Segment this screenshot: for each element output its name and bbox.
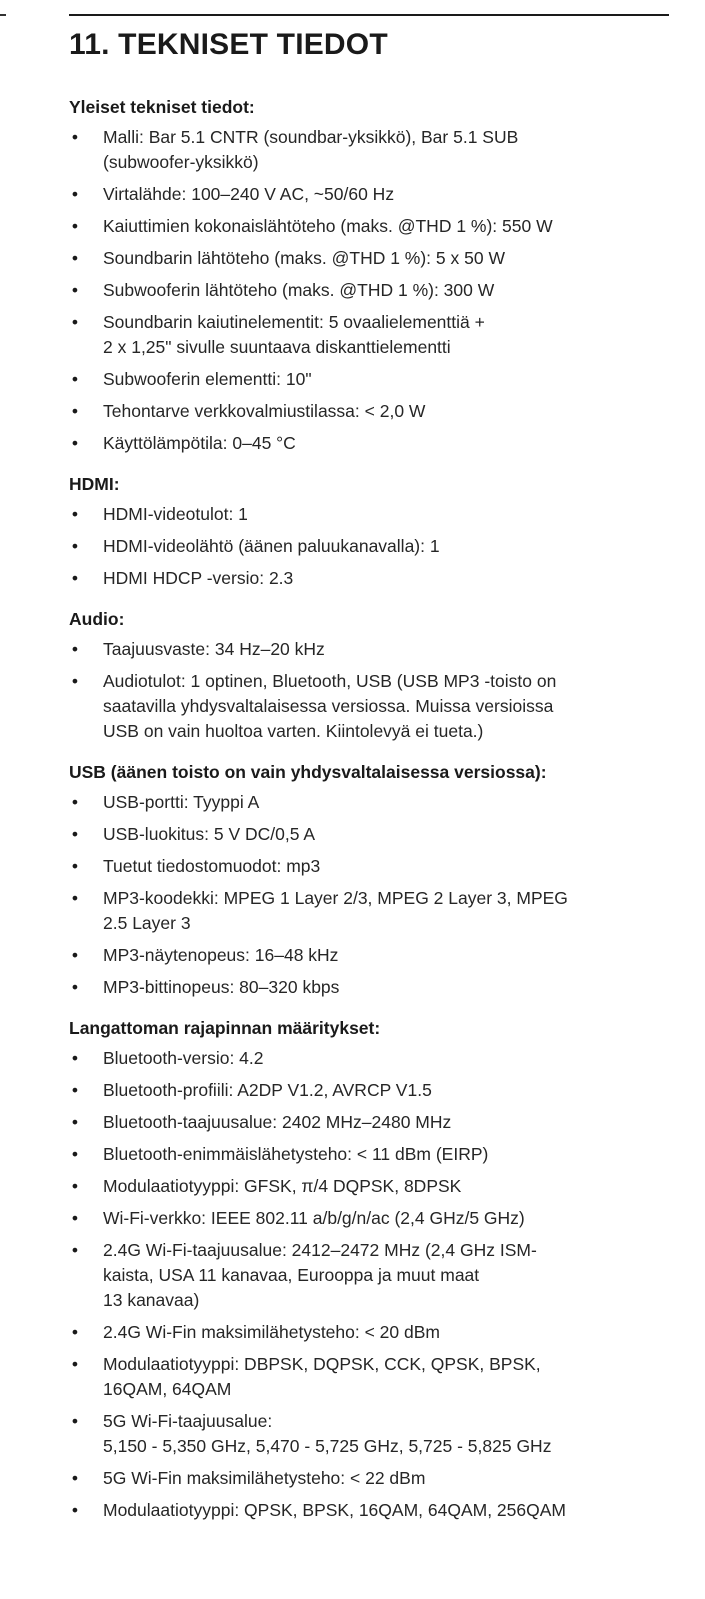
bullet-icon: • <box>71 792 79 812</box>
bullet-icon: • <box>71 536 79 556</box>
spec-item-text: Bluetooth-enimmäislähetysteho: < 11 dBm (EIRP) <box>103 1144 489 1164</box>
spec-item-text: Tuetut tiedostomuodot: mp3 <box>103 856 321 876</box>
bullet-icon: • <box>71 369 79 389</box>
section-heading: HDMI: <box>69 474 120 494</box>
bullet-icon: • <box>71 401 79 421</box>
spec-list-item <box>69 125 669 175</box>
spec-list-item <box>69 367 669 392</box>
spec-list-item <box>69 278 669 303</box>
spec-item-text: USB on vain huoltoa varten. Kiintolevyä ei tueta.) <box>103 721 484 741</box>
spec-list-item <box>69 1046 669 1071</box>
spec-section <box>69 760 669 1000</box>
spec-item-text: MP3-bittinopeus: 80–320 kbps <box>103 977 340 997</box>
bullet-icon: • <box>71 568 79 588</box>
bullet-icon: • <box>71 504 79 524</box>
bullet-icon: • <box>71 1354 79 1374</box>
spec-item-text: Modulaatiotyyppi: GFSK, π/4 DQPSK, 8DPSK <box>103 1176 462 1196</box>
spec-item-text: 2.4G Wi-Fi-taajuusalue: 2412–2472 MHz (2,4 GHz ISM- <box>103 1240 537 1260</box>
bullet-icon: • <box>71 1112 79 1132</box>
spec-list-item <box>69 1110 669 1135</box>
spec-list-item <box>69 534 669 559</box>
spec-list-item <box>69 637 669 662</box>
spec-list-item <box>69 822 669 847</box>
spec-item-text: Wi-Fi-verkko: IEEE 802.11 a/b/g/n/ac (2,4 GHz/5 GHz) <box>103 1208 525 1228</box>
bullet-icon: • <box>71 1080 79 1100</box>
spec-list-item <box>69 566 669 591</box>
bullet-icon: • <box>71 945 79 965</box>
spec-list-item <box>69 1174 669 1199</box>
spec-list-item <box>69 886 669 936</box>
bullet-icon: • <box>71 1144 79 1164</box>
spec-section <box>69 1016 669 1523</box>
bullet-icon: • <box>71 824 79 844</box>
spec-item-text: Bluetooth-profiili: A2DP V1.2, AVRCP V1.5 <box>103 1080 432 1100</box>
bullet-icon: • <box>71 1176 79 1196</box>
bullet-icon: • <box>71 127 79 147</box>
spec-item-text: Bluetooth-taajuusalue: 2402 MHz–2480 MHz <box>103 1112 452 1132</box>
page-title: 11. TEKNISET TIEDOT <box>69 28 388 61</box>
spec-item-text: Soundbarin kaiutinelementit: 5 ovaalielementtiä + <box>103 312 485 332</box>
bullet-icon: • <box>71 888 79 908</box>
spec-list <box>69 502 669 591</box>
spec-item-text: kaista, USA 11 kanavaa, Eurooppa ja muut maat <box>103 1265 480 1285</box>
spec-item-text: 13 kanavaa) <box>103 1290 200 1310</box>
spec-list-item <box>69 1466 669 1491</box>
spec-item-text: Virtalähde: 100–240 V AC, ~50/60 Hz <box>103 184 395 204</box>
spec-item-text: 5G Wi-Fin maksimilähetysteho: < 22 dBm <box>103 1468 426 1488</box>
spec-list-item <box>69 1238 669 1313</box>
bullet-icon: • <box>71 639 79 659</box>
spec-item-text: HDMI-videolähtö (äänen paluukanavalla): 1 <box>103 536 440 556</box>
spec-list-item <box>69 431 669 456</box>
bullet-icon: • <box>71 312 79 332</box>
spec-list-item <box>69 399 669 424</box>
spec-item-text: Bluetooth-versio: 4.2 <box>103 1048 264 1068</box>
spec-item-text: 2 x 1,25" sivulle suuntaava diskanttielementti <box>103 337 451 357</box>
spec-list-item <box>69 1320 669 1345</box>
bullet-icon: • <box>71 977 79 997</box>
spec-list-item <box>69 1352 669 1402</box>
spec-section <box>69 472 669 591</box>
spec-list-item <box>69 214 669 239</box>
spec-list-item <box>69 502 669 527</box>
spec-item-text: Malli: Bar 5.1 CNTR (soundbar-yksikkö), Bar 5.1 SUB <box>103 127 519 147</box>
section-heading: Langattoman rajapinnan määritykset: <box>69 1018 381 1038</box>
bullet-icon: • <box>71 433 79 453</box>
spec-list-item <box>69 943 669 968</box>
spec-list-item <box>69 310 669 360</box>
spec-item-text: Soundbarin lähtöteho (maks. @THD 1 %): 5 x 50 W <box>103 248 505 268</box>
bullet-icon: • <box>71 184 79 204</box>
spec-item-text: Modulaatiotyyppi: QPSK, BPSK, 16QAM, 64QAM, 256QAM <box>103 1500 566 1520</box>
bullet-icon: • <box>71 216 79 236</box>
page-edge-mark <box>0 14 6 16</box>
spec-item-text: USB-luokitus: 5 V DC/0,5 A <box>103 824 316 844</box>
bullet-icon: • <box>71 1240 79 1260</box>
spec-item-text: Tehontarve verkkovalmiustilassa: < 2,0 W <box>103 401 426 421</box>
bullet-icon: • <box>71 1411 79 1431</box>
spec-item-text: HDMI-videotulot: 1 <box>103 504 248 524</box>
bullet-icon: • <box>71 1048 79 1068</box>
spec-item-text: Subwooferin elementti: 10" <box>103 369 312 389</box>
spec-section <box>69 95 669 456</box>
bullet-icon: • <box>71 248 79 268</box>
spec-list-item <box>69 975 669 1000</box>
spec-content <box>69 95 669 1523</box>
spec-item-text: Kaiuttimien kokonaislähtöteho (maks. @THD 1 %): 550 W <box>103 216 553 236</box>
bullet-icon: • <box>71 1208 79 1228</box>
section-heading: USB (äänen toisto on vain yhdysvaltalaisessa versiossa): <box>69 762 547 782</box>
spec-list-item <box>69 1142 669 1167</box>
spec-list-item <box>69 182 669 207</box>
spec-item-text: MP3-koodekki: MPEG 1 Layer 2/3, MPEG 2 Layer 3, MPEG <box>103 888 568 908</box>
bullet-icon: • <box>71 1468 79 1488</box>
spec-item-text: Taajuusvaste: 34 Hz–20 kHz <box>103 639 325 659</box>
spec-item-text: 2.5 Layer 3 <box>103 913 191 933</box>
spec-list-item <box>69 669 669 744</box>
spec-item-text: Subwooferin lähtöteho (maks. @THD 1 %): 300 W <box>103 280 495 300</box>
spec-list-item <box>69 854 669 879</box>
spec-item-text: 16QAM, 64QAM <box>103 1379 232 1399</box>
spec-list <box>69 637 669 744</box>
bullet-icon: • <box>71 280 79 300</box>
bullet-icon: • <box>71 856 79 876</box>
spec-item-text: MP3-näytenopeus: 16–48 kHz <box>103 945 339 965</box>
spec-item-text: 2.4G Wi-Fin maksimilähetysteho: < 20 dBm <box>103 1322 440 1342</box>
spec-item-text: (subwoofer-yksikkö) <box>103 152 259 172</box>
spec-list-item <box>69 1409 669 1459</box>
spec-list-item <box>69 1206 669 1231</box>
spec-list-item <box>69 1078 669 1103</box>
top-divider <box>69 14 669 16</box>
spec-list-item <box>69 790 669 815</box>
section-heading: Audio: <box>69 609 125 629</box>
spec-list <box>69 790 669 1000</box>
spec-item-text: 5,150 - 5,350 GHz, 5,470 - 5,725 GHz, 5,725 - 5,825 GHz <box>103 1436 552 1456</box>
spec-item-text: Audiotulot: 1 optinen, Bluetooth, USB (USB MP3 -toisto on <box>103 671 557 691</box>
spec-list-item <box>69 1498 669 1523</box>
bullet-icon: • <box>71 671 79 691</box>
spec-item-text: Modulaatiotyyppi: DBPSK, DQPSK, CCK, QPSK, BPSK, <box>103 1354 541 1374</box>
bullet-icon: • <box>71 1500 79 1520</box>
spec-item-text: Käyttölämpötila: 0–45 °C <box>103 433 296 453</box>
spec-list-item <box>69 246 669 271</box>
spec-section <box>69 607 669 744</box>
section-heading: Yleiset tekniset tiedot: <box>69 97 255 117</box>
spec-item-text: 5G Wi-Fi-taajuusalue: <box>103 1411 273 1431</box>
spec-item-text: HDMI HDCP -versio: 2.3 <box>103 568 294 588</box>
spec-list <box>69 125 669 456</box>
spec-item-text: saatavilla yhdysvaltalaisessa versiossa. Muissa versioissa <box>103 696 554 716</box>
spec-item-text: USB-portti: Tyyppi A <box>103 792 260 812</box>
spec-list <box>69 1046 669 1523</box>
bullet-icon: • <box>71 1322 79 1342</box>
